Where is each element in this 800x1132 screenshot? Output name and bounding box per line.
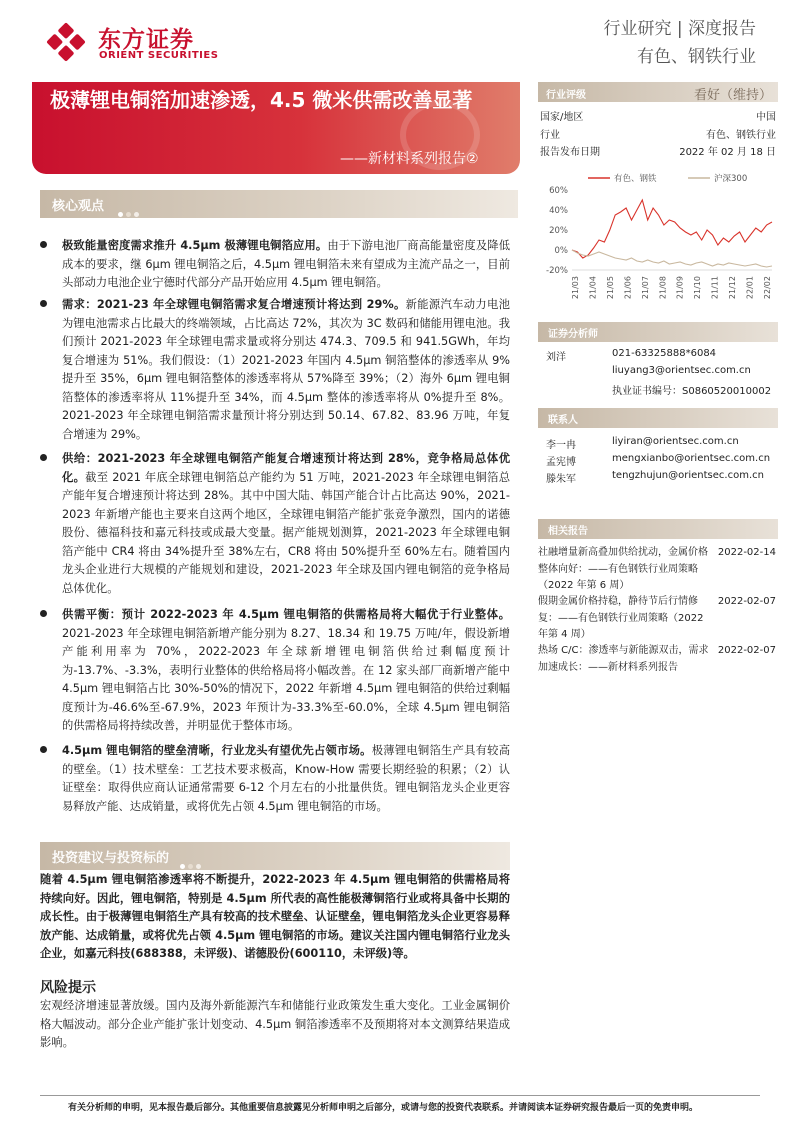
risk-text: 宏观经济增速显著放缓。国内及海外新能源汽车和储能行业政策发生重大变化。工业金属铜价格大幅波动。部分企业产能扩张计划变动、4.5μm 铜箔渗透率不及预期将对本文测算结果造成影响。 [40,999,510,1049]
x-tick-label: 21/09 [675,276,685,300]
info-value: 2022 年 02 月 18 日 [679,147,776,158]
bullet-item [40,296,510,444]
core-bullet-list [40,237,510,293]
rating-value: 看好（维持） [693,88,772,103]
series-line [572,200,772,258]
risk-heading: 风险提示 [40,980,96,996]
analyst-email[interactable]: liuyang3@orientsec.com.cn [612,365,751,376]
related-section-header [538,519,778,539]
bullet-bold: 极致能量密度需求推升 4.5μm 极薄锂电铜箔应用。 [62,239,328,252]
contact-email[interactable]: mengxianbo@orientsec.com.cn [612,453,771,464]
x-tick-label: 21/03 [571,276,580,300]
rating-label: 行业评级 [546,90,586,101]
bullet-dot [40,454,47,461]
contact-name: 滕朱军 [546,474,576,485]
info-value: 有色、钢铁行业 [706,130,776,141]
bullet-bold: 需求：2021-23 年全球锂电铜箔需求复合增速预计将达到 29%。 [62,298,406,311]
related-heading: 相关报告 [548,526,588,537]
footer-disclaimer: 有关分析师的申明，见本报告最后部分。其他重要信息披露见分析师申明之后部分，或请与您的投资代表联系。并请阅读本证券研究报告最后一页的免责申明。 [68,1103,699,1113]
footer-divider [40,1095,760,1096]
bullet-dot [40,241,47,248]
investment-text: 随着 4.5μm 锂电铜箔渗透率将不断提升，2022-2023 年 4.5μm 锂电铜箔的供需格局将持续向好。因此，锂电铜箔，特别是 4.5μm 所代表的高性能极薄铜箔行业或将具备中长期的成长性。由于极薄锂电铜箔生产具有较高的技术壁垒、认证壁垒，锂电铜箔龙头企业更容易释放产能、达成销量，或将优先占领 4.5μm 锂电铜箔的市场。建议关注国内锂电铜箔行业龙头企业，如嘉元科技(688388，未评级)、诺德股份(600110，未评级)等。 [40,873,510,960]
bullet-bold: 供给：2021-2023 年全球锂电铜箔产能复合增速预计将达到 28%，竞争格局总体优化。 [62,452,510,484]
analyst-phone: 021-63325888*6084 [612,348,717,359]
investment-section-header [40,842,510,870]
contact-section-header [538,408,778,428]
info-value: 中国 [756,112,776,123]
series-line [572,250,772,267]
contact-heading: 联系人 [548,415,578,426]
x-tick-label: 21/12 [728,276,738,300]
analyst-section-header [538,322,778,342]
info-key: 国家/地区 [540,112,584,123]
related-item[interactable] [538,594,778,644]
bullet-item [40,742,510,816]
core-heading: 核心观点 [52,199,105,214]
related-title[interactable]: 假期金属价格持稳，静待节后行情修复：——有色钢铁行业周策略（2022 年第 4 周） [538,596,704,640]
y-tick-label: -20% [546,266,568,276]
contact-email[interactable]: tengzhujun@orientsec.com.cn [612,470,764,481]
contact-name: 孟宪博 [546,457,576,468]
bullet-dot [40,746,47,753]
core-section-header [40,190,518,218]
info-key: 行业 [540,130,560,141]
orient-securities-logo [44,20,88,64]
info-key: 报告发布日期 [540,147,600,158]
rating-bar [538,82,778,102]
report-subtitle: ——新材料系列报告② [340,151,479,167]
core-bullet-list [40,606,510,736]
related-item[interactable] [538,643,778,676]
related-title[interactable]: 社融增量新高叠加供给扰动，金属价格整体向好：——有色钢铁行业周策略（2022 年第 6 周） [538,547,708,591]
bullet-text: 由于下游电池厂商高能量密度及降低成本的要求，继 6μm 锂电铜箔之后，4.5μm 锂电铜箔未来有望成为主流产品之一，目前头部动力电池企业宁德时代部分产品开始应用 4.5μm 锂电铜箔。 [62,239,510,289]
bullet-text: 新能源汽车动力电池为锂电池需求占比最大的终端领域，占比高达 72%，其次为 3C 数码和储能用锂电池。我们预计 2021-2023 年全球锂电需求量或将分别达 474.3、709.5 和 941.5GWh，年均复合增速为 51%。我们假设：（1）2021-2023 年国内 4.5μm 铜箔整体的渗透率从 9%提升至 35%，6μm 锂电铜箔整体的渗透率将从 57%降至 39%；（2）海外 6μm 锂电铜箔整体的渗透率将从 11%提升至 34%，而 4.5μm 整体的渗透率将从 0%提升至 8%。2021-2023 年全球锂电铜箔需求量预计将分别达到 50.14、67.82、83.96 万吨，年复合增速为 29%。 [62,298,510,441]
related-date: 2022-02-07 [717,596,776,607]
related-date: 2022-02-07 [717,645,776,656]
contact-name: 李一冉 [546,440,576,451]
x-tick-label: 21/04 [588,276,598,300]
bullet-item [40,606,510,736]
bullet-item [40,450,510,598]
related-title[interactable]: 热场 C/C：渗透率与新能源双击，需求加速成长：——新材料系列报告 [538,645,709,673]
related-date: 2022-02-14 [717,547,776,558]
y-tick-label: 60% [549,186,568,196]
bullet-dot [40,300,47,307]
x-tick-label: 21/11 [710,276,720,300]
legend-label: 有色、钢铁 [614,174,657,184]
analyst-cert: 执业证书编号：S0860520010002 [612,386,772,397]
y-tick-label: 0% [554,246,568,256]
legend-label: 沪深300 [714,174,748,184]
x-tick-label: 22/02 [763,276,772,300]
bullet-text: 极薄锂电铜箔生产具有较高的壁垒。（1）技术壁垒：工艺技术要求极高，Know-How 需要长期经验的积累；（2）认证壁垒：取得供应商认证通常需要 6-12 个月左右的小批量供货。锂电铜箔龙头企业更容易释放产能、达成销量，或将优先占领 4.5μm 锂电铜箔的市场。 [62,744,510,813]
x-tick-label: 21/05 [605,276,615,300]
bullet-bold: 供需平衡：预计 2022-2023 年 4.5μm 锂电铜箔的供需格局将大幅优于行业整体。 [62,608,510,621]
dots-decoration [118,202,142,221]
x-tick-label: 21/10 [693,276,703,300]
logo-text-en: ORIENT SECURITIES [99,50,219,61]
y-tick-label: 40% [549,206,568,216]
related-item[interactable] [538,545,778,595]
bullet-text: 截至 2021 年底全球锂电铜箔总产能约为 51 万吨，2021-2023 年全球锂电铜箔总产能年复合增速预计将达到 28%。其中中国大陆、韩国产能合计占比高达 90%，2021-2023 年新增产能也主要来自这两个地区，全球锂电铜箔产能扩张竞争激烈，国内的诺德股份、德福科技和嘉元科技或成最大变量。据产能规划测算，2021-2023 年全球锂电铜箔产能中 CR4 将由 34%提升至 38%左右，CR8 将由 50%提升至 60%左右。随着国内龙头企业进行大规模的产能规划和建设，2021-2023 年全球及国内锂电铜箔的竞争格局总体优化。 [62,470,510,595]
industry-vs-index-chart [538,168,778,308]
analyst-name: 刘洋 [546,352,566,363]
core-bullet-list [40,296,510,444]
report-type: 行业研究 | 深度报告 [603,19,756,39]
y-tick-label: 20% [549,226,568,236]
x-tick-label: 22/01 [745,276,755,300]
analyst-heading: 证券分析师 [548,329,598,340]
contact-email[interactable]: liyiran@orientsec.com.cn [612,436,739,447]
bullet-bold: 4.5μm 锂电铜箔的壁垒清晰，行业龙头有望优先占领市场。 [62,744,372,757]
industry-label: 有色、钢铁行业 [637,47,756,67]
bullet-item [40,237,510,293]
x-tick-label: 21/08 [658,276,668,300]
core-bullet-list [40,742,510,816]
investment-heading: 投资建议与投资标的 [52,851,170,866]
report-title: 极薄锂电铜箔加速渗透，4.5 微米供需改善显著 [50,88,473,112]
x-tick-label: 21/07 [640,276,650,300]
logo-text-cn: 东方证券 [98,27,194,53]
x-tick-label: 21/06 [623,276,633,300]
bullet-text: 2021-2023 年全球锂电铜箔新增产能分别为 8.27、18.34 和 19.75 万吨/年，假设新增产能利用率为 70%，2022-2023 年全球新增锂电铜箔供给过剩幅度预计为-13.7%、-3.3%，表明行业整体的供给格局将小幅改善。在 12 家头部厂商新增产能中 4.5μm 锂电铜箔占比 30%-50%的情况下，2022 年新增 4.5μm 锂电铜箔的供给过剩幅度预计为-46.6%至-67.9%，2023 年预计为-33.3%至-60.0%，全球 4.5μm 锂电铜箔的供需格局将持续改善，并明显优于整体市场。 [62,626,510,732]
core-bullet-list [40,450,510,598]
bullet-dot [40,610,47,617]
